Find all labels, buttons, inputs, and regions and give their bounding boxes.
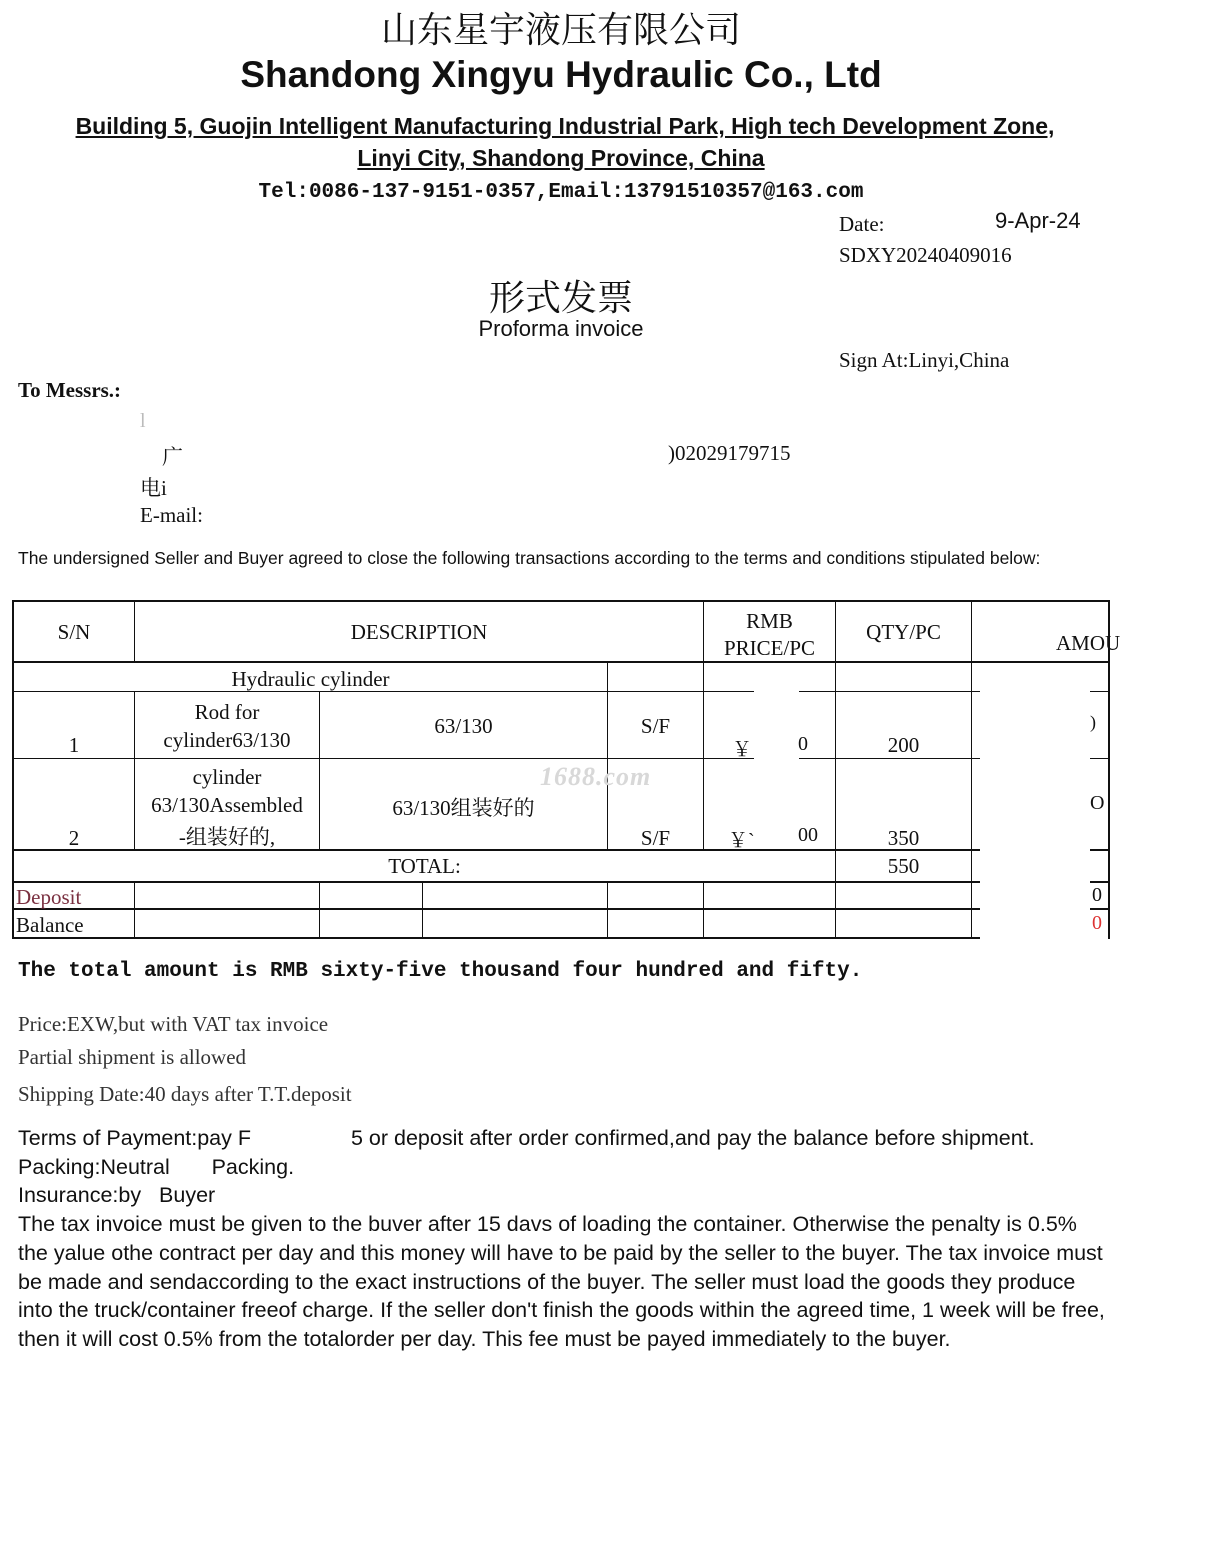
row1-name-line2: cylinder63/130 [163, 728, 291, 752]
row2-qty: 350 [887, 826, 920, 850]
price-term: Price:EXW,but with VAT tax invoice [18, 1012, 329, 1036]
sign-location: Sign At:Linyi,China [839, 348, 1010, 372]
payment-terms-part1: Terms of Payment:pay F [18, 1126, 251, 1150]
date-label: Date: [839, 212, 885, 236]
header-amount: AMOU [1056, 631, 1121, 655]
balance-value: 0 [1092, 912, 1102, 934]
buyer-phone: )02029179715 [668, 441, 791, 465]
header-description: DESCRIPTION [350, 620, 488, 644]
row2-unit: S/F [640, 826, 671, 850]
row2-name-line3: -组装好的, [178, 825, 276, 849]
penalty-clause: The tax invoice must be given to the buver after 15 davs of loading the container. Otherwise the penalty is 0.5% the yalue othe contract per day and this money will have to be paid by the seller to the buyer. The tax invoice must be made and sendaccording to the exact instructions of the buyer. The seller must load the goods they produce into the truck/container freeof charge. If the seller don't finish the goods within the agreed time, 1 week will be free, then it will cost 0.5% from the totalorder per day. This fee must be payed immediately to the buyer. [18, 1212, 1105, 1351]
watermark: 1688.com [540, 762, 652, 791]
row2-sn: 2 [68, 826, 80, 850]
date-value: 9-Apr-24 [995, 208, 1081, 233]
row1-name-line1: Rod for [194, 700, 260, 724]
header-qty: QTY/PC [866, 620, 941, 644]
header-price-line1: RMB [746, 609, 793, 633]
row2-price-prefix: ￥` [728, 830, 755, 852]
balance-label: Balance [16, 913, 84, 937]
company-contact: Tel:0086-137-9151-0357,Email:13791510357@163.com [258, 181, 864, 204]
partial-shipment: Partial shipment is allowed [18, 1045, 247, 1069]
deposit-value: 0 [1092, 884, 1102, 906]
invoice-number: SDXY20240409016 [839, 243, 1012, 267]
to-messrs-label: To Messrs.: [18, 378, 122, 402]
header-sn: S/N [57, 620, 91, 644]
row1-amount: ) [1090, 712, 1096, 732]
packing: Packing:Neutral Packing. [18, 1154, 295, 1179]
company-address-line2: Linyi City, Shandong Province, China [357, 145, 765, 171]
deposit-label: Deposit [16, 885, 82, 909]
row1-price-suffix: 0 [798, 733, 808, 755]
payment-terms-part2: 5 or deposit after order confirmed,and pay the balance before shipment. [351, 1126, 1035, 1150]
row1-qty: 200 [887, 733, 920, 757]
company-address-line1: Building 5, Guojin Intelligent Manufacturing Industrial Park, High tech Development Zone, [75, 113, 1055, 139]
row2-price-suffix: 00 [798, 824, 818, 846]
row1-unit: S/F [640, 714, 671, 738]
row1-spec: 63/130 [434, 714, 493, 738]
buyer-email-label: E-mail: [140, 503, 203, 527]
row1-sn: 1 [68, 733, 80, 757]
buyer-tel-label: 电i [140, 476, 167, 500]
row2-spec: 63/130组装好的 [392, 796, 535, 820]
buyer-name: l [140, 410, 146, 432]
doc-title-en: Proforma invoice [478, 316, 644, 341]
header-price-line2: PRICE/PC [723, 636, 816, 660]
buyer-address: 广 [162, 445, 183, 469]
insurance: Insurance:by Buyer [18, 1183, 216, 1208]
row2-name-line2: 63/130Assembled [151, 793, 303, 817]
total-qty: 550 [887, 854, 920, 878]
row2-amount: O [1090, 792, 1105, 814]
payment-terms-block [18, 1124, 1108, 1354]
total-in-words: The total amount is RMB sixty-five thousand four hundred and fifty. [18, 960, 863, 983]
shipping-date: Shipping Date:40 days after T.T.deposit [18, 1082, 352, 1106]
agreement-intro: The undersigned Seller and Buyer agreed to close the following transactions according to the terms and conditions stipulated below: [18, 548, 1041, 568]
total-label: TOTAL: [388, 854, 461, 878]
row1-price-prefix: ￥ [732, 739, 752, 761]
company-name-en: Shandong Xingyu Hydraulic Co., Ltd [240, 54, 882, 95]
payment-terms [18, 1124, 1108, 1153]
doc-title-cn: 形式发票 [488, 278, 633, 319]
group-label: Hydraulic cylinder [231, 667, 390, 691]
company-name-cn: 山东星宇液压有限公司 [380, 10, 741, 51]
row2-name-line1: cylinder [192, 765, 262, 789]
